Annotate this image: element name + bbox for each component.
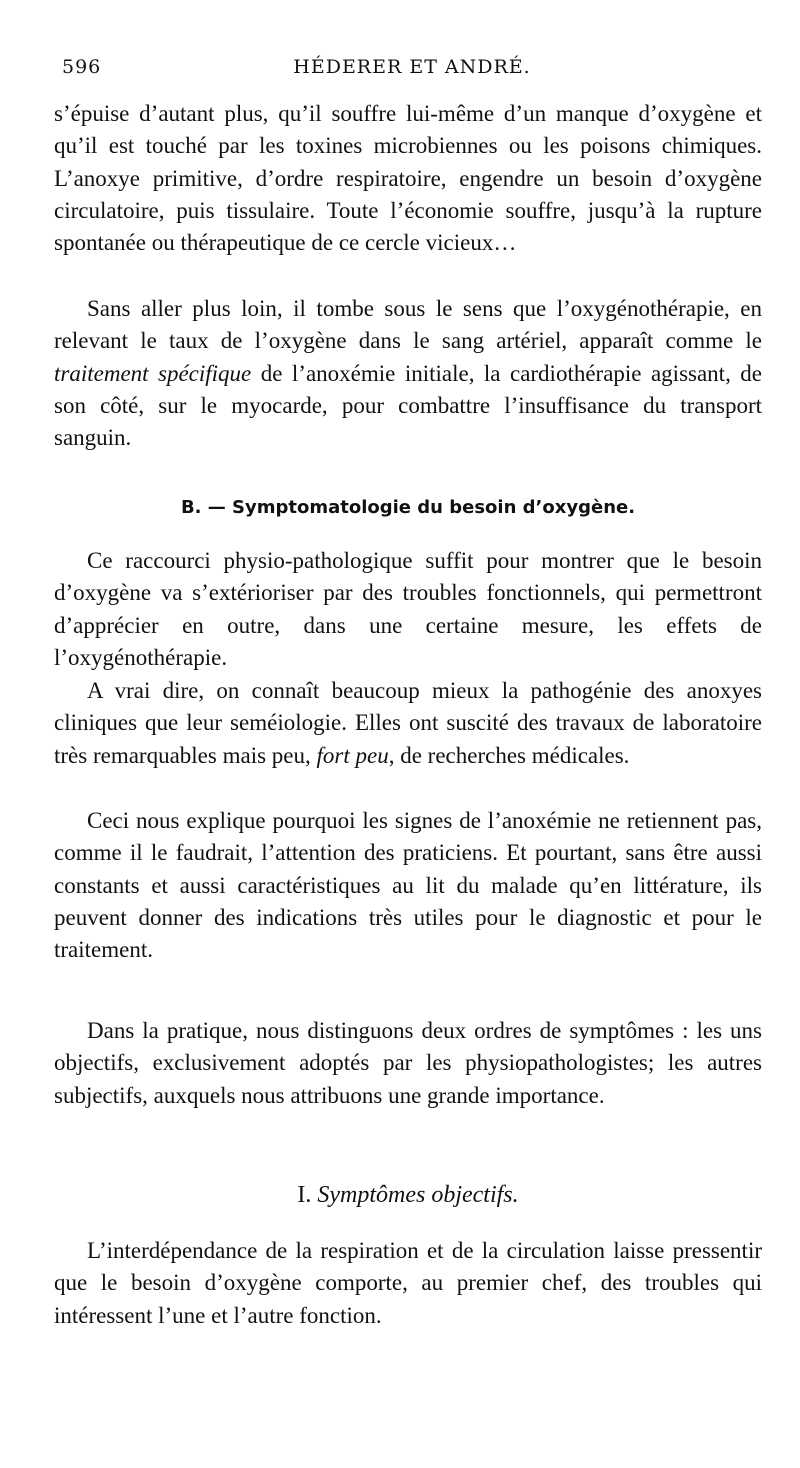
section-heading-b: B. — Symptomatologie du besoin d’oxygène. [180,497,636,518]
paragraph-interdependance: L’interdépendance de la respiration et de la circulation laisse pressentir que le besoin d’oxygène comporte, au premier chef, des troubles qui intéressent l’une et l’autre fonction. [54,1238,762,1328]
running-title: HÉDERER ET ANDRÉ. [293,56,531,78]
page-number: 596 [62,56,102,78]
paragraph-vrai-dire [54,675,762,772]
section-title: Symptômes objectifs. [317,1182,519,1208]
emphasis-text: traitement spécifique [54,360,252,386]
paragraph-pratique: Dans la pratique, nous distinguons deux ordres de symptômes : les uns objectifs, exclusivement adoptés par les physiopathologistes; les autres subjectifs, auxquels nous attribuons une grande importance. [54,1018,762,1108]
paragraph-continuation: s’épuise d’autant plus, qu’il souffre lui-même d’un manque d’oxygène et qu’il est touché par les toxines microbiennes ou les poisons chimiques. L’anoxye primitive, d’ordre respiratoire, engendre un besoin d’oxygène circulatoire, puis tissulaire. Toute l’économie souffre, jusqu’à la rupture spontanée ou thérapeutique de ce cercle vicieux… [54,101,762,256]
section-number: I. [297,1182,312,1208]
emphasis-text: fort peu [316,742,389,768]
paragraph-text: , de recherches médicales. [388,742,630,768]
paragraph-text: A vrai dire, on connaît beaucoup mieux la pathogénie des anoxyes cliniques que leur seméiologie. Elles ont suscité des travaux de laboratoire très remarquables mais peu, [54,678,762,768]
page-header [62,56,762,86]
paragraph-text: Sans aller plus loin, il tombe sous le sens que l’oxygénothérapie, en relevant le taux de l’oxygène dans le sang artériel, apparaît comme le [54,296,762,354]
paragraph-text: de l’anoxémie initiale, la cardiothérapie agissant, de son côté, sur le myocarde, pour combattre l’insuffisance du transport sanguin. [54,360,763,451]
paragraph-ceci: Ceci nous explique pourquoi les signes de l’anoxémie ne retiennent pas, comme il le faudrait, l’attention des praticiens. Et pourtant, sans être aussi constants et aussi caractéristiques au lit du malade qu’en littérature, ils peuvent donner des indications très utiles pour le diagnostic et pour le traitement. [54,808,762,963]
paragraph-raccourci: Ce raccourci physio-pathologique suffit pour montrer que le besoin d’oxygène va s’extérioriser par des troubles fonctionnels, qui permettront d’apprécier en outre, dans une certaine mesure, les effets de l’oxygénothérapie. [54,548,762,670]
section-heading-i [54,1178,762,1212]
paragraph-oxygenotherapie [54,293,762,454]
